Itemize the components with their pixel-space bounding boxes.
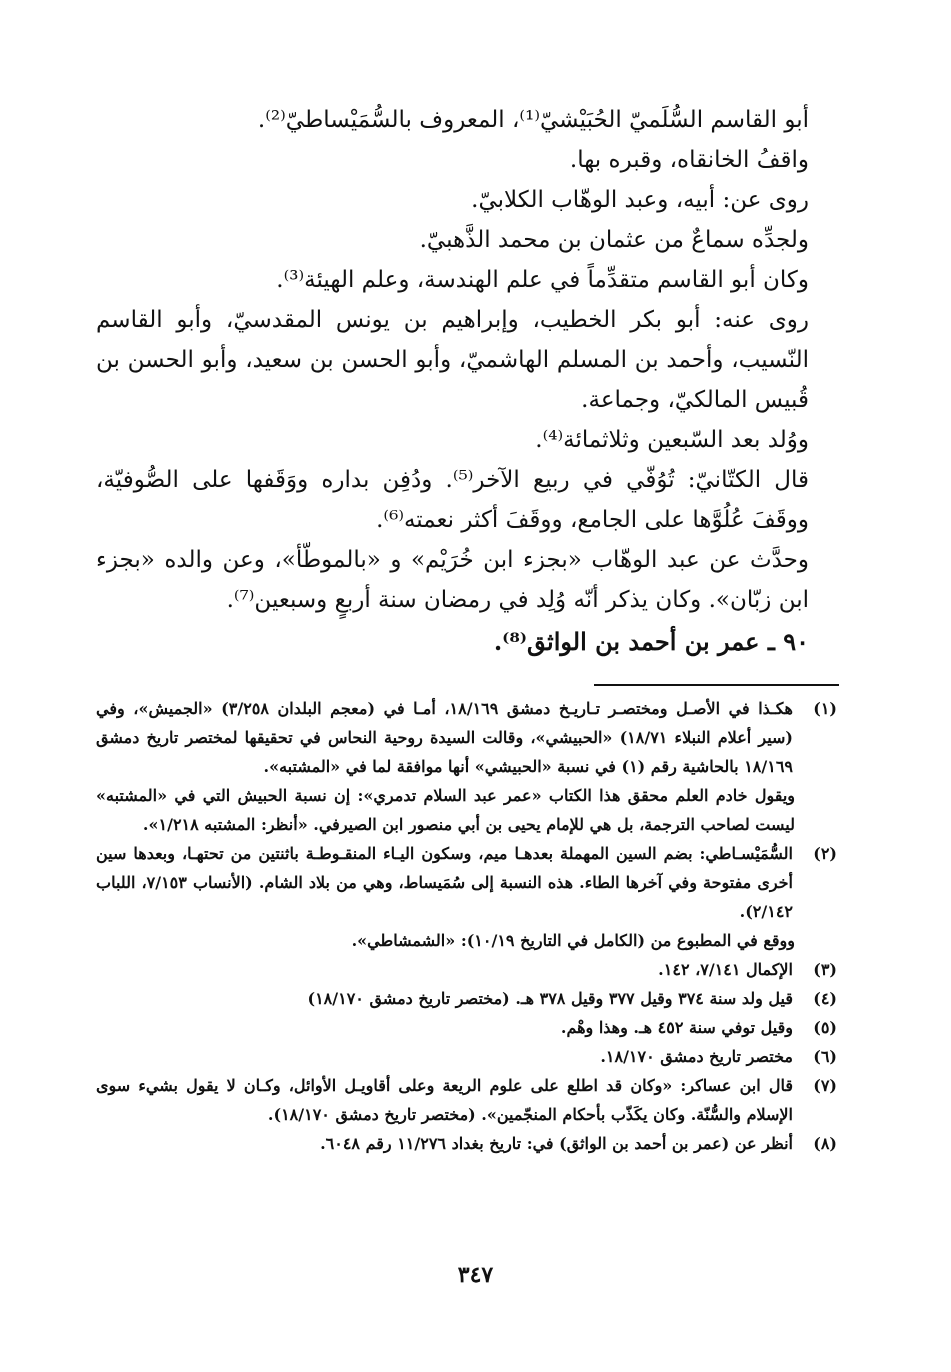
footnote-number: (٢) — [813, 844, 837, 863]
text-line: أبو القاسم السُّلَميّ الحُبَيْشيّ⁽¹⁾، المعروف بالسُّمَيْساطيّ⁽²⁾. — [257, 107, 809, 133]
footnote-6 — [96, 1042, 839, 1071]
footnote-5 — [96, 1013, 839, 1042]
footnote-text: وقيل توفي سنة ٤٥٢ هـ. وهذا وهْم. — [560, 1018, 793, 1037]
footnotes — [96, 694, 839, 1158]
text-line: ولجدِّه سماعٌ من عثمان بن محمد الذَّهبيّ. — [419, 227, 809, 253]
text-line: واقفُ الخانقاه، وقبره بها. — [569, 147, 809, 173]
footnote-text: أنظر عن (عمر بن أحمد بن الواثق) في: تاريخ بغداد ١١/٢٧٦ رقم ٦٠٤٨. — [320, 1134, 793, 1153]
footnote-text: السُّمَيْسـاطي: بضم السين المهملة بعدهـا ميم، وسكون اليـاء المنقـوطـة باثنتين من تحتهـا، وبعدها سين أخرى مفتوحة وفي آخرها الطاء. هذه النسبة إلى سُمَيساط، وهي من بلاد الشام. (الأنساب ٧/١٥٣، اللباب ٢/١٤٢). — [96, 844, 793, 921]
text-line: وكان أبو القاسم متقدِّماً في علم الهندسة، وعلم الهيئة⁽³⁾. — [276, 267, 809, 293]
footnote-number: (٦) — [813, 1047, 837, 1066]
footnote-7 — [96, 1071, 839, 1129]
footnote-number: (٧) — [813, 1076, 837, 1095]
footnote-text: قال ابن عساكر: «وكان قد اطلع على علوم الريعة وعلى أقاويـل الأوائل، وكـان لا يقول بشيء سوى الإسلام والسُّنّة. وكان يكَذّب بأحكام المنجّمين». (مختصر تاريخ دمشق ١٨/١٧٠). — [96, 1076, 793, 1124]
footnote-number: (٨) — [813, 1134, 837, 1153]
footnote-text: قيل ولد سنة ٣٧٤ وقيل ٣٧٧ وقيل ٣٧٨ هـ. (مختصر تاريخ دمشق ١٨/١٧٠) — [307, 989, 793, 1008]
footnote-4 — [96, 984, 839, 1013]
footnote-8 — [96, 1129, 839, 1158]
main-text — [96, 100, 839, 662]
text-paragraph: قال الكتّانيّ: تُوُفّي في ربيع الآخر⁽⁵⁾. ودُفِن بداره ووَقَفها على الصُّوفيّة، ووقَفَ عُلُوَّها على الجامع، ووقَفَ أكثر نعمته⁽⁶⁾. — [96, 467, 809, 533]
text-paragraph: روى عنه: أبو بكر الخطيب، وإبراهيم بن يونس المقدسيّ، وأبو القاسم النّسيب، وأحمد بن المسلم الهاشميّ، وأبو الحسن بن سعيد، وأبو الحسن بن قُبيس المالكيّ، وجماعة. — [96, 307, 809, 413]
footnote-number: (٤) — [813, 989, 837, 1008]
footnote-divider — [594, 684, 839, 686]
footnote-2 — [96, 839, 839, 926]
footnote-2-continuation: ووقع في المطبوع من (الكامل في التاريخ ١٠/١٩): «الشمشاطي». — [351, 931, 795, 950]
footnote-number: (٣) — [813, 960, 837, 979]
footnote-1-continuation: ويقول خادم العلم محقق هذا الكتاب «عمر عبد السلام تدمري»: إن نسبة الحبيش التي في «المشتبه» ليست لصاحب الترجمة، بل هي للإمام يحيى بن أبي منصور ابن الصيرفي. «أنظر: المشتبه ١/٢١٨». — [96, 786, 795, 834]
footnote-number: (٥) — [813, 1018, 837, 1037]
footnote-number: (١) — [813, 699, 837, 718]
footnote-text: الإكمال ٧/١٤١، ١٤٢. — [658, 960, 793, 979]
text-paragraph: وحدَّث عن عبد الوهّاب «بجزء ابن خُرَيْم» و «بالموطّأ»، وعن والده «بجزء ابن زبّان». وكان يذكر أنّه وُلِد في رمضان سنة أربعٍ وسبعين⁽⁷⁾. — [96, 547, 809, 613]
footnote-text: مختصر تاريخ دمشق ١٨/١٧٠. — [600, 1047, 793, 1066]
footnote-3 — [96, 955, 839, 984]
entry-heading: ٩٠ ـ عمر بن أحمد بن الواثق⁽⁸⁾. — [493, 627, 809, 656]
text-line: روى عن: أبيه، وعبد الوهّاب الكلابيّ. — [471, 187, 809, 213]
page-number: ٣٤٧ — [457, 1262, 494, 1288]
footnote-1 — [96, 694, 839, 781]
footnote-text: هكـذا في الأصـل ومختصـر تـاريـخ دمشق ١٨/١٦٩، أمـا في (معجم البلدان ٣/٢٥٨) «الجميش»، وفي (سير أعلام النبلاء ١٨/٧١) «الحبيشي»، وقالت السيدة روحية النحاس في تحقيقها لمختصر تاريخ دمشق ١٨/١٦٩ بالحاشية رقم (١) في نسبة «الحبيشي» أنها موافقة لما في «المشتبه». — [96, 699, 793, 776]
text-line: ووُلد بعد السّبعين وثلاثمائة⁽⁴⁾. — [535, 427, 809, 453]
